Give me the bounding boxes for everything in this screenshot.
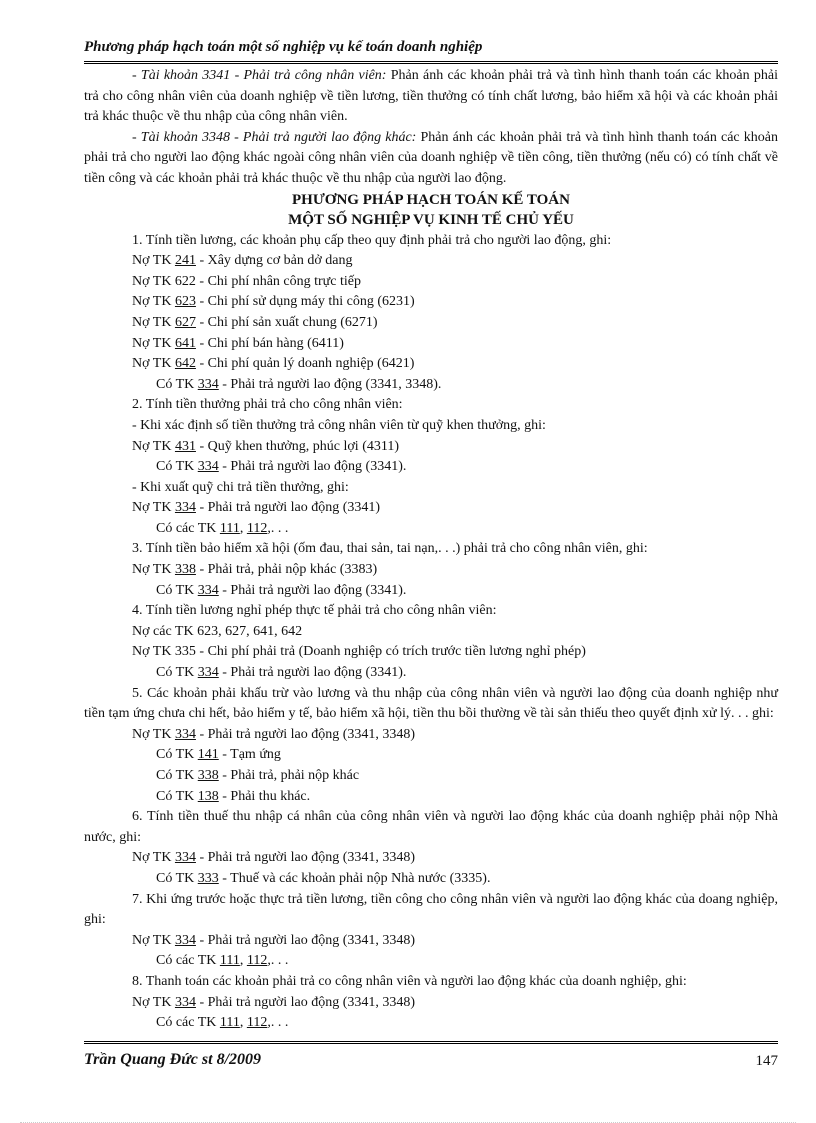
header-title: Phương pháp hạch toán một số nghiệp vụ kế toán doanh nghiệp — [84, 39, 483, 55]
credit-line: Có TK 338 - Phải trả, phải nộp khác — [156, 768, 360, 783]
item-7-heading: 7. Khi ứng trước hoặc thực trả tiền lương, tiền công cho công nhân viên và người lao động khác của doang nghiệp, ghi: — [84, 891, 778, 928]
footer-divider — [84, 1041, 778, 1044]
footer-author: Trần Quang Đức st 8/2009 — [84, 1051, 262, 1068]
item-4-heading: 4. Tính tiền lương nghỉ phép thực tế phải trả cho công nhân viên: — [132, 603, 497, 619]
entry-line: Nợ TK 334 - Phải trả người lao động (3341) — [132, 500, 381, 516]
entry-line: Nợ TK 642 - Chi phí quản lý doanh nghiệp (6421) — [132, 356, 415, 372]
credit-line: Có TK 141 - Tạm ứng — [156, 747, 281, 763]
sub-heading: - Khi xuất quỹ chi trả tiền thưởng, ghi: — [132, 479, 349, 495]
document-body — [84, 66, 778, 1034]
credit-line: Có TK 334 - Phải trả người lao động (3341, 3348). — [156, 376, 442, 392]
entry-line: Nợ TK 334 - Phải trả người lao động (3341, 3348) — [132, 850, 416, 866]
intro-paragraph-3341: - Tài khoản 3341 - Phải trả công nhân viên: Phản ánh các khoản phải trả và tình hình thanh toán các khoản phải trả cho công nhân viên của doanh nghiệp về tiền lương, tiền thưởng có tính chất lương, bảo hiểm xã hội và các khoản phải trả khác thuộc về thu nhập của công nhân viên. — [84, 68, 778, 125]
credit-line: Có TK 333 - Thuế và các khoản phải nộp Nhà nước (3335). — [156, 870, 491, 886]
entry-line: Nợ TK 241 - Xây dựng cơ bản dở dang — [132, 253, 353, 269]
item-3-heading: 3. Tính tiền bảo hiểm xã hội (ốm đau, thai sản, tai nạn,. . .) phải trả cho công nhân viên, ghi: — [132, 541, 648, 557]
credit-line: Có TK 334 - Phải trả người lao động (3341). — [156, 459, 407, 475]
page-number: 147 — [755, 1053, 778, 1069]
item-8-heading: 8. Thanh toán các khoản phải trả co công nhân viên và người lao động khác của doanh nghiệp, ghi: — [132, 973, 687, 989]
credit-line: Có TK 334 - Phải trả người lao động (3341). — [156, 665, 407, 681]
credit-line: Có các TK 111, 112,. . . — [156, 953, 289, 969]
entry-line: Nợ TK 623 - Chi phí sử dụng máy thi công (6231) — [132, 294, 415, 310]
entry-line: Nợ TK 627 - Chi phí sản xuất chung (6271) — [132, 314, 378, 330]
entry-line: Nợ TK 338 - Phải trả, phải nộp khác (3383) — [132, 562, 378, 578]
credit-line: Có TK 138 - Phải thu khác. — [156, 788, 311, 804]
entry-line: Nợ TK 335 - Chi phí phải trả (Doanh nghiệp có trích trước tiền lương nghỉ phép) — [132, 644, 586, 660]
credit-line: Có các TK 111, 112,. . . — [156, 1015, 289, 1031]
entry-line: Nợ TK 334 - Phải trả người lao động (3341, 3348) — [132, 726, 416, 742]
entry-line: Nợ TK 431 - Quỹ khen thưởng, phúc lợi (4311) — [132, 438, 400, 454]
item-6-heading: 6. Tính tiền thuế thu nhập cá nhân của công nhân viên và người lao động khác của doanh nghiệp phải nộp Nhà nước, ghi: — [84, 809, 778, 845]
section-title-2: MỘT SỐ NGHIỆP VỤ KINH TẾ CHỦ YẾU — [288, 211, 574, 228]
intro-paragraph-3348: - Tài khoản 3348 - Phải trả người lao động khác: Phản ánh các khoản phải trả và tình hình thanh toán các khoản phải trả cho người lao động khác ngoài công nhân viên của doanh nghiệp về tiền công, tiền thưởng (nếu có) có tính chất về tiền công và các khoản phải trả khác thuộc về thu nhập của người lao động. — [84, 129, 778, 186]
section-title-1: PHƯƠNG PHÁP HẠCH TOÁN KẾ TOÁN — [292, 191, 570, 208]
entry-line: Nợ TK 334 - Phải trả người lao động (3341, 3348) — [132, 994, 416, 1010]
credit-line: Có các TK 111, 112,. . . — [156, 520, 289, 536]
credit-line: Có TK 334 - Phải trả người lao động (3341). — [156, 582, 407, 598]
item-5-heading: 5. Các khoản phải khấu trừ vào lương và thu nhập của công nhân viên và người lao động của doanh nghiệp như tiền tạm ứng chưa chi hết, bảo hiểm y tế, bảo hiểm xã hội, tiền thu bồi thường về tài sản thiếu theo quyết định xử lý. . . ghi: — [84, 685, 778, 722]
entry-line: Nợ TK 622 - Chi phí nhân công trực tiếp — [132, 273, 361, 289]
entry-line: Nợ TK 334 - Phải trả người lao động (3341, 3348) — [132, 932, 416, 948]
entry-line: Nợ các TK 623, 627, 641, 642 — [132, 623, 303, 639]
page-header — [84, 36, 778, 64]
item-1-heading: 1. Tính tiền lương, các khoản phụ cấp theo quy định phải trả cho người lao động, ghi: — [132, 232, 612, 248]
item-2-heading: 2. Tính tiền thưởng phải trả cho công nhân viên: — [132, 397, 403, 413]
sub-heading: - Khi xác định số tiền thưởng trả công nhân viên từ quỹ khen thưởng, ghi: — [132, 417, 546, 433]
entry-line: Nợ TK 641 - Chi phí bán hàng (6411) — [132, 335, 344, 351]
